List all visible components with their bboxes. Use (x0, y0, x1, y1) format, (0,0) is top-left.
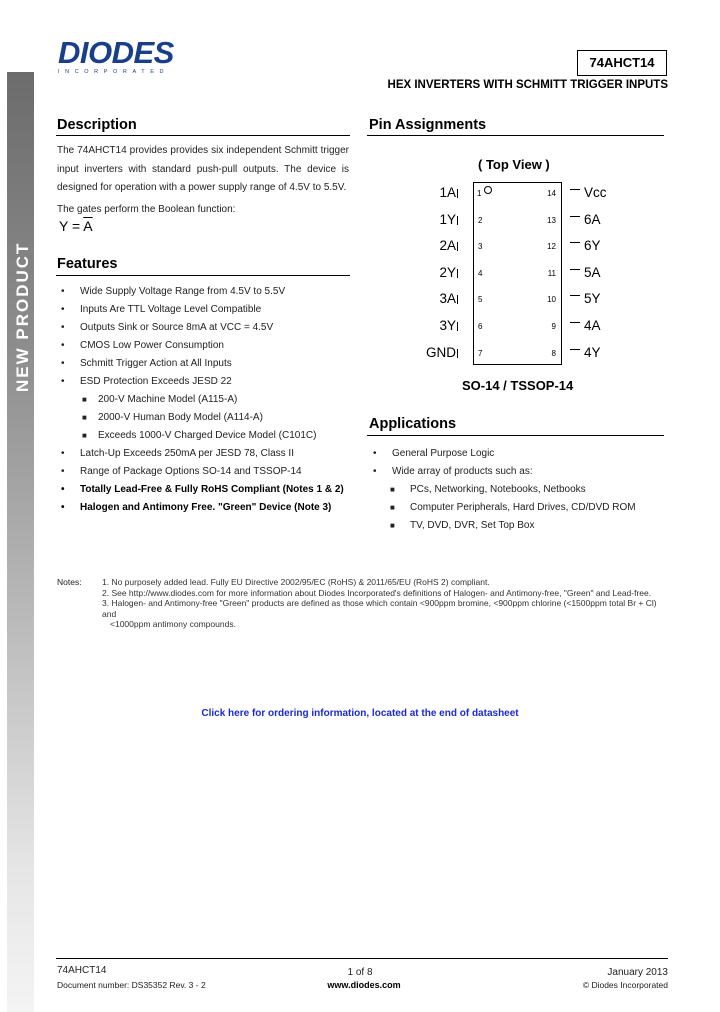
feature-text: Latch-Up Exceeds 250mA per JESD 78, Class II (80, 448, 294, 459)
right-pin-lead (570, 242, 580, 243)
bullet-icon: • (373, 466, 377, 477)
notes-label: Notes: (57, 577, 82, 587)
application-item (370, 445, 670, 463)
right-pin-name: 5Y (584, 291, 601, 307)
right-pin-lead (570, 216, 580, 217)
bullet-icon: • (61, 358, 65, 369)
bullet-icon: • (373, 448, 377, 459)
feature-item (58, 499, 358, 517)
left-pin-name: GND (426, 344, 456, 360)
application-text: Computer Peripherals, Hard Drives, CD/DVD ROM (410, 502, 636, 513)
bullet-icon: • (61, 466, 65, 477)
bullet-icon: • (61, 322, 65, 333)
application-subitem (370, 481, 670, 499)
right-pin-name: 6A (584, 211, 601, 227)
left-pin-number: 1 (477, 189, 482, 198)
document-subtitle: HEX INVERTERS WITH SCHMITT TRIGGER INPUTS (387, 79, 668, 91)
feature-item (58, 301, 358, 319)
note-item: 2. See http://www.diodes.com for more information about Diodes Incorporated's definitions of Halogen- and Antimony-free, "Green" and Lead-free. (102, 587, 652, 598)
right-pin-number: 14 (547, 189, 556, 198)
note-item: 1. No purposely added lead. Fully EU Directive 2002/95/EC (RoHS) & 2011/65/EU (RoHS 2) compliant. (102, 577, 490, 587)
feature-text: Exceeds 1000-V Charged Device Model (C101C) (98, 430, 317, 441)
package-label: SO-14 / TSSOP-14 (462, 378, 574, 393)
bullet-icon: • (61, 448, 65, 459)
note-item: <1000ppm antimony compounds. (110, 619, 236, 629)
feature-text: Halogen and Antimony Free. "Green" Device (Note 3) (80, 502, 332, 513)
bullet-icon: ■ (390, 503, 395, 512)
application-text: Wide array of products such as: (392, 466, 533, 477)
left-pin-name: 1A (439, 185, 456, 200)
footer-part: 74AHCT14 (57, 965, 107, 976)
bullet-icon: ■ (390, 485, 395, 494)
bullet-icon: • (61, 304, 65, 315)
footer-doc-number: Document number: DS35352 Rev. 3 - 2 (57, 980, 206, 990)
description-paragraph: The 74AHCT14 provides provides six independent Schmitt trigger input inverters with standard push-pull outputs. The device is designed for operation with a power supply range of 4.5V to 5.5V. (57, 145, 349, 193)
right-pin-name: 4Y (584, 344, 601, 360)
features-rule (56, 275, 350, 276)
formula-rhs: $\overline{A}$ (83, 218, 93, 234)
bullet-icon: • (61, 286, 65, 297)
left-pin-number: 3 (478, 242, 483, 252)
features-list (58, 283, 358, 517)
right-pin-number: 11 (547, 268, 556, 278)
right-pin-lead (570, 269, 580, 270)
bullet-icon: ■ (390, 521, 395, 530)
new-product-label: NEW PRODUCT (13, 241, 32, 392)
feature-text: Range of Package Options SO-14 and TSSOP-14 (80, 466, 302, 477)
applications-rule (367, 435, 664, 436)
footer-url[interactable]: www.diodes.com (327, 980, 401, 990)
footer-date: January 2013 (607, 967, 668, 978)
bullet-icon: • (61, 376, 65, 387)
boolean-formula (59, 218, 93, 234)
feature-text: Inputs Are TTL Voltage Level Compatible (80, 304, 262, 315)
right-pin-lead (570, 322, 580, 323)
right-pin-name: 4A (584, 318, 601, 333)
bullet-icon: ■ (82, 413, 87, 422)
feature-text: ESD Protection Exceeds JESD 22 (80, 376, 232, 387)
left-pin-lead (457, 322, 465, 331)
bullet-icon: • (61, 340, 65, 351)
right-pin-name: 6Y (584, 238, 601, 254)
left-pin-number: 2 (478, 215, 483, 225)
feature-item (58, 373, 358, 391)
ordering-info-link[interactable]: Click here for ordering information, located at the end of datasheet (201, 708, 519, 719)
feature-text: 2000-V Human Body Model (A114-A) (98, 412, 263, 423)
application-text: General Purpose Logic (392, 448, 495, 459)
feature-subitem (58, 409, 358, 427)
right-pin-name: Vcc (584, 185, 607, 200)
logo-subtext: INCORPORATED (58, 69, 170, 75)
feature-text: Outputs Sink or Source 8mA at VCC = 4.5V (80, 322, 274, 333)
right-pin-lead (570, 349, 580, 350)
right-pin-lead (570, 295, 580, 296)
right-pin-number: 12 (547, 242, 556, 252)
feature-text: 200-V Machine Model (A115-A) (98, 394, 238, 405)
feature-item (58, 337, 358, 355)
right-pin-number: 13 (547, 215, 556, 225)
feature-text: CMOS Low Power Consumption (80, 340, 224, 351)
company-logo (58, 35, 174, 75)
feature-item (58, 481, 358, 499)
left-pin-number: 7 (478, 348, 483, 358)
left-pin-lead (457, 269, 465, 278)
right-pin-number: 10 (547, 295, 556, 305)
left-pin-name: 3A (439, 291, 456, 307)
feature-subitem (58, 391, 358, 409)
application-subitem (370, 517, 670, 535)
left-pin-lead (457, 189, 465, 198)
note-item: 3. Halogen- and Antimony-free "Green" products are defined as those which contain <900ppm bromine, <900ppm chlorine (<1500ppm total Br + Cl) and (102, 598, 657, 619)
part-number-box: 74AHCT14 (577, 50, 667, 76)
bullet-icon: ■ (82, 431, 87, 440)
feature-text: Schmitt Trigger Action at All Inputs (80, 358, 232, 369)
bullet-icon: • (61, 502, 65, 513)
feature-item (58, 445, 358, 463)
left-pin-lead (457, 349, 465, 358)
feature-item (58, 463, 358, 481)
right-pin-number: 9 (551, 322, 556, 331)
footer-copyright: © Diodes Incorporated (582, 980, 668, 990)
feature-subitem (58, 427, 358, 445)
left-pin-lead (457, 242, 465, 251)
description-rule (56, 135, 350, 136)
logo-text: DIODES (58, 35, 174, 70)
footer-page: 1 of 8 (347, 967, 373, 978)
left-pin-name: 3Y (439, 318, 456, 333)
feature-item (58, 319, 358, 337)
top-view-label: ( Top View ) (478, 157, 550, 172)
right-pin-lead (570, 189, 580, 190)
left-pin-name: 1Y (439, 211, 456, 227)
pin-assignments-rule (367, 135, 664, 136)
boolean-function-text: The gates perform the Boolean function: (57, 204, 236, 215)
description-title: Description (57, 117, 137, 133)
feature-item (58, 355, 358, 373)
formula-lhs: Y = (59, 218, 81, 234)
left-pin-number: 5 (478, 295, 483, 305)
left-pin-lead (457, 295, 465, 304)
notes-list (102, 577, 662, 630)
applications-title: Applications (369, 416, 457, 432)
application-item (370, 463, 670, 481)
left-pin-number: 6 (478, 322, 483, 331)
application-text: PCs, Networking, Notebooks, Netbooks (410, 484, 586, 495)
bullet-icon: • (61, 484, 65, 495)
bullet-icon: ■ (82, 395, 87, 404)
applications-list (370, 445, 670, 535)
left-pin-lead (457, 216, 465, 225)
application-text: TV, DVD, DVR, Set Top Box (410, 520, 535, 531)
application-subitem (370, 499, 670, 517)
left-pin-name: 2Y (439, 264, 456, 280)
feature-text: Wide Supply Voltage Range from 4.5V to 5.5V (80, 286, 286, 297)
pin-assignments-title: Pin Assignments (369, 117, 487, 133)
feature-text: Totally Lead-Free & Fully RoHS Compliant (Notes 1 & 2) (80, 484, 344, 495)
right-pin-number: 8 (551, 348, 556, 358)
footer-rule (56, 958, 668, 959)
features-title: Features (57, 256, 118, 272)
feature-item (58, 283, 358, 301)
pin1-marker (484, 186, 492, 194)
left-pin-number: 4 (478, 268, 483, 278)
right-pin-name: 5A (584, 264, 601, 280)
left-pin-name: 2A (439, 238, 456, 254)
